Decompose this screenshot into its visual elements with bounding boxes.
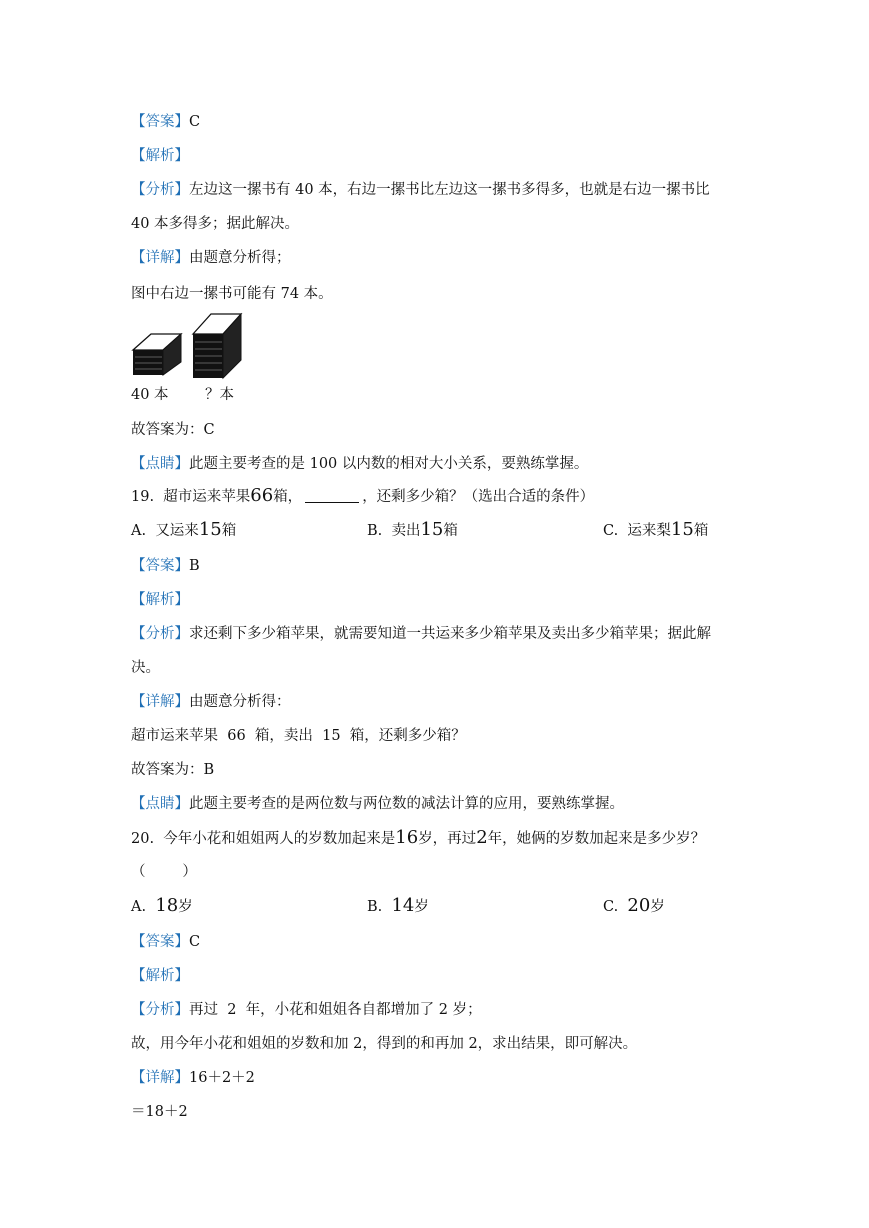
q19-dianjing-line	[131, 794, 624, 814]
xiangjie-text: 16＋2＋2	[189, 1070, 255, 1086]
dianjing-tag: 【点睛】	[131, 456, 189, 472]
analysis-tag: 【解析】	[131, 592, 189, 608]
q19-option-b	[367, 520, 458, 541]
answer-value: C	[189, 114, 201, 130]
q18-analysis-tag	[131, 146, 189, 166]
q19-fenxi-line1	[131, 624, 711, 644]
q19-fenxi-line2: 决。	[131, 660, 160, 676]
q18-conclusion: 故答案为：C	[131, 422, 215, 438]
fenxi-tag: 【分析】	[131, 1002, 189, 1018]
option-letter: B.	[367, 899, 383, 915]
fenxi-tag: 【分析】	[131, 626, 189, 642]
q19-option-a	[131, 520, 236, 541]
option-letter: C.	[603, 523, 619, 539]
book-stacks-figure	[131, 312, 251, 382]
option-text: 岁	[178, 899, 193, 915]
xiangjie-text: 由题意分析得：	[189, 694, 291, 710]
option-text: 运来梨	[627, 523, 671, 539]
xiangjie-text: 由题意分析得；	[189, 250, 291, 266]
q19-conclusion: 故答案为：B	[131, 762, 215, 778]
q19-stem	[131, 486, 594, 507]
answer-tag: 【答案】	[131, 934, 189, 950]
right-book-stack	[193, 314, 241, 378]
fenxi-text: 再过 2 年，小花和姐姐各自都增加了 2 岁；	[189, 1002, 482, 1018]
question-number: 19.	[131, 489, 155, 505]
q20-xiangjie-line	[131, 1068, 255, 1088]
option-number: 20	[627, 895, 651, 916]
answer-tag: 【答案】	[131, 114, 189, 130]
option-text: 卖出	[391, 523, 421, 539]
fenxi-text: 左边这一摞书有 40 本，右边一摞书比左边这一摞书多得多，也就是右边一摞书比	[189, 182, 710, 198]
q20-option-a	[131, 896, 193, 917]
q19-detail-line: 超市运来苹果 66 箱，卖出 15 箱，还剩多少箱？	[131, 728, 466, 744]
option-letter: A.	[131, 899, 147, 915]
option-number: 18	[155, 895, 179, 916]
xiangjie-tag: 【详解】	[131, 694, 189, 710]
answer-value: C	[189, 934, 201, 950]
q18-answer-line	[131, 112, 200, 132]
q20-stem	[131, 828, 705, 849]
xiangjie-tag: 【详解】	[131, 250, 189, 266]
dianjing-tag: 【点睛】	[131, 796, 189, 812]
option-number: 15	[670, 519, 694, 540]
fill-in-blank	[305, 488, 359, 503]
xiangjie-tag: 【详解】	[131, 1070, 189, 1086]
option-number: 14	[391, 895, 415, 916]
option-text: 又运来	[155, 523, 199, 539]
analysis-tag: 【解析】	[131, 968, 189, 984]
q18-result-line: 图中右边一摞书可能有 74 本。	[131, 286, 333, 302]
q20-answer-line	[131, 932, 200, 952]
left-book-stack	[133, 334, 181, 375]
caption-left-stack: 40 本	[131, 387, 169, 403]
q20-fenxi-line2: 故，用今年小花和姐姐的岁数和加 2，得到的和再加 2，求出结果，即可解决。	[131, 1036, 638, 1052]
option-text: 岁	[650, 899, 665, 915]
q18-dianjing-line	[131, 454, 588, 474]
q20-answer-parentheses: （ ）	[131, 864, 197, 880]
stem-text: 超市运来苹果	[163, 489, 251, 505]
q20-option-b	[367, 896, 429, 917]
q19-answer-line	[131, 556, 200, 576]
stem-text: 箱，	[273, 489, 303, 505]
q19-xiangjie-line	[131, 692, 291, 712]
dianjing-text: 此题主要考查的是 100 以内数的相对大小关系，要熟练掌握。	[189, 456, 589, 472]
answer-value: B	[189, 558, 200, 574]
analysis-tag: 【解析】	[131, 148, 189, 164]
question-number: 20.	[131, 831, 155, 847]
answer-tag: 【答案】	[131, 558, 189, 574]
option-letter: A.	[131, 523, 147, 539]
dianjing-text: 此题主要考查的是两位数与两位数的减法计算的应用，要熟练掌握。	[189, 796, 624, 812]
stem-text: 今年小花和姐姐两人的岁数加起来是	[163, 831, 396, 847]
fenxi-text: 求还剩下多少箱苹果，就需要知道一共运来多少箱苹果及卖出多少箱苹果；据此解	[189, 626, 711, 642]
stem-text: ，还剩多少箱？（选出合适的条件）	[362, 489, 595, 505]
fenxi-tag: 【分析】	[131, 182, 189, 198]
stem-number: 2	[476, 827, 488, 848]
stem-text: 年，她俩的岁数加起来是多少岁？	[487, 831, 706, 847]
option-text: 箱	[443, 523, 458, 539]
q18-fenxi-line2: 40 本多得多；据此解决。	[131, 216, 300, 232]
q18-fenxi-line1	[131, 180, 710, 200]
q20-step2: ＝18＋2	[131, 1104, 188, 1120]
option-text: 岁	[414, 899, 429, 915]
q18-xiangjie-line	[131, 248, 291, 268]
option-text: 箱	[693, 523, 709, 539]
option-text: 箱	[221, 523, 237, 539]
option-letter: C.	[603, 899, 619, 915]
q20-fenxi-line1	[131, 1000, 482, 1020]
option-number: 15	[420, 519, 444, 540]
stem-number: 16	[395, 827, 419, 848]
caption-right-stack: ？本	[205, 387, 234, 403]
q19-analysis-tag	[131, 590, 189, 610]
option-number: 15	[198, 519, 222, 540]
stem-number: 66	[250, 485, 274, 506]
option-letter: B.	[367, 523, 383, 539]
q20-analysis-tag	[131, 966, 189, 986]
q19-option-c	[603, 520, 708, 541]
stem-text: 岁，再过	[418, 831, 477, 847]
q20-option-c	[603, 896, 665, 917]
